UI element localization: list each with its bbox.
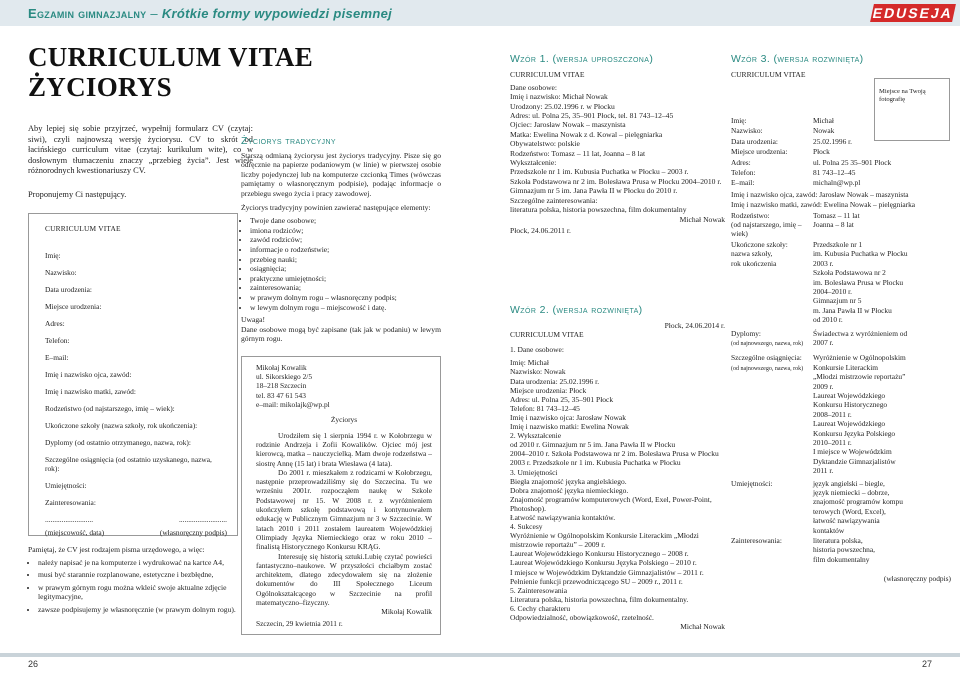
wzor3-key: Miejsce urodzenia: [731,147,788,157]
wzor1-line: Dane osobowe: [510,82,558,92]
zyciorys-item: • w lewym dolnym rogu – miejscowość i datę. [250,303,441,313]
school-val: m. Jana Pawła II w Płocku [813,305,892,315]
form-field: Imię: [45,251,61,260]
form-field: E–mail: [45,353,69,362]
dipl-key-sub: (od najnowszego, nazwa, rok) [731,340,804,347]
wzor2-line: 6. Cechy charakteru [510,603,571,613]
wzor3-key: Adres: [731,157,751,167]
wzor3-val: ul. Polna 25 35–901 Płock [813,157,892,167]
school-val: im. Kubusia Puchatka w Płocku [813,249,908,259]
ach-val: 2010–2011 r. [813,438,852,447]
wzor3-row [731,168,951,177]
proposal-text: Proponujemy Ci następujący. [28,190,127,199]
uwaga-label: Uwaga! [241,315,266,325]
wzor3-school-val [813,240,951,325]
wzor3-ach-key [731,353,813,475]
form-field: Rodzeństwo (od najstarszego, imię – wiek): [45,404,175,413]
form-field: Imię i nazwisko ojca, zawód: [45,370,132,379]
wzor2-line: Odpowiedzialność, obowiązkowość, rzetelność. [510,613,654,622]
wzor1-line: Szkoła Podstawowa nr 2 im. Bolesława Prusa w Płocku 2004–2010 r. [510,176,722,186]
wzor1-line: Szczególne zainteresowania: [510,195,598,205]
form-field: Nazwisko: [45,268,77,277]
skill-val: znajomość programów kompu [813,497,903,507]
int-key: Zainteresowania: [731,536,782,546]
ach-val: 2009 r. [813,381,834,391]
wzor1-line: Przedszkole nr 1 im. Kubusia Puchatka w Płocku – 2003 r. [510,167,689,177]
school-val: od 2010 r. [813,315,843,325]
page-number-left: 26 [28,659,39,669]
wzor1-line: Obywatelstwo: polskie [510,139,580,149]
page-number-right: 27 [921,659,932,669]
wzor3-val: 25.02.1996 r. [813,136,853,146]
wzor1-heading: Wzór 1. (wersja uproszczona) [510,53,654,65]
int-val: historia powszechna, [813,545,875,555]
ach-val: Laureat Wojewódzkiego [813,390,886,400]
wzor3-interests [731,536,951,564]
dots-right: .......................... [178,515,227,524]
wzor2-line: Laureat Wojewódzkiego Konkursu Historycznego – 2008 r. [510,549,689,559]
school-val: Gimnazjum nr 5 [813,296,862,306]
form-field: Ukończone szkoły (nazwa szkoły, rok ukończenia): [45,421,198,430]
wzor2-line: 3. Umiejętności [510,467,558,477]
wzor3-sib-key [731,211,813,239]
ach-key-sub: (od najnowszego, nazwa, rok) [731,365,804,372]
ach-val: I miejsce w Wojewódzkim [813,447,892,457]
wzor1-line: literatura polska, historia powszechna, film dokumentalny [510,205,687,215]
wzor3-val: 81 743–12–45 [813,168,856,178]
wzor3-key: Data urodzenia: [731,136,778,146]
zyciorys-item: • imiona rodziców; [250,226,441,236]
remember-lead: Pamiętaj, że CV jest rodzajem pisma urzędowego, a więc: [28,545,205,554]
wzor3-cv: CURRICULUM VITAE [731,70,806,80]
header-subtitle: Krótkie formy wypowiedzi pisemnej [161,6,393,21]
sib-val-2: Joanna – 8 lat [813,220,854,230]
form-signature-dots [45,515,227,524]
sib-key-label: Rodzeństwo: [731,210,770,220]
sample-date: Szczecin, 29 kwietnia 2011 r. [256,618,343,628]
dipl-key: Dyplomy: [731,328,761,338]
wzor2-line: od 2010 r. Gimnazjum nr 5 im. Jana Pawła II w Płocku [510,440,676,450]
wzor3-dipl-val [813,329,951,350]
sample-p2: Do 2001 r. mieszkałem z rodzicami w Kołobrzegu, następnie przeprowadziliśmy się do Szczecina. Tu we wrześniu 2001r. rozpocząłem naukę w Szkole Podstawowej nr 15. W 2008 r. z wyróżnieniem ukończyłem szkołę podstawową i kontynuowałem edukację w Publicznym Gimnazjum nr 3 w Szczecinie. W latach 2010 i 2011 zostałem laureatem Wojewódzkiej Olimpiady Języka Niemieckiego oraz w roku 2010 – finalistą Historycznego Konkursu KRĄG. [256,467,432,552]
skill-val: terowych (Word, Excel), [813,506,886,516]
wzor3-key: Imię: [731,116,747,125]
skill-key: Umiejętności: [731,478,773,488]
zyciorys-list [241,216,441,312]
sig-place-date: (miejscowość, data) [45,528,105,537]
header-dash: – [150,6,158,21]
wzor2-heading: Wzór 2. (wersja rozwinięta) [510,304,643,316]
wzor2-line: Adres: ul. Polna 25, 35–901 Płock [510,394,614,404]
form-signature-labels [45,528,227,537]
ach-val: 2008–2011 r. [813,409,852,419]
form-field: Data urodzenia: [45,285,92,294]
sample-address: ul. Sikorskiego 2/5 [256,372,313,382]
page-title-zyciorys: ŻYCIORYS [28,72,172,102]
dipl-val: 2007 r. [813,337,834,347]
wzor3-siblings [731,211,951,239]
wzor1-line: Wykształcenie: [510,158,557,168]
zyciorys-item: • zainteresowania; [250,283,441,293]
wzor2-line: 2004–2010 r. Szkoła Podstawowa nr 2 im. Bolesława Prusa w Płocku [510,449,719,459]
remember-item: • w prawym górnym rogu można wkleić swoje aktualne zdjęcie legitymacyjne, [38,583,248,602]
skill-val: język angielski – biegle, [813,478,885,488]
zyciorys-section [241,137,441,635]
zyciorys-item: • Twoje dane osobowe; [250,216,441,226]
form-heading: CURRICULUM VITAE [45,224,121,233]
sample-address: Mikołaj Kowalik [256,362,307,372]
wzor3-signature: (własnoręczny podpis) [883,574,951,584]
intro-text: Aby lepiej się sobie przyjrzeć, wypełnij formularz CV (czytaj: siwi), czyli najnowszą wersję życiorysu. CV to skrót od łacińskiego curriculum vitae (czytaj: kurikulum wite), co w dosłownym tłumaczeniu znaczy „przebieg życia”. Jest wiele różnorodnych kwestionariuszy CV. [28,124,253,175]
sample-zyciorys-box [241,356,441,635]
zyciorys-item: • osiągnięcia; [250,264,441,274]
school-val: 2004–2010 r. [813,286,853,296]
wzor1-line: Matka: Ewelina Nowak z d. Kowal – pielęgniarka [510,129,663,139]
zyciorys-item: • zawód rodziców; [250,235,441,245]
wzor2-line: 2003 r. Przedszkole nr 1 im. Kubusia Puchatka w Płocku [510,458,681,468]
wzor3-val: michaln@wp.pl [813,178,861,188]
sample-sign: Mikołaj Kowalik [381,607,432,617]
wzor3-key: E–mail: [731,178,755,188]
wzor3-father: Imię i nazwisko ojca, zawód: Jarosław Nowak – maszynista [731,189,909,199]
wzor3-mother: Imię i nazwisko matki, zawód: Ewelina Nowak – pielęgniarka [731,200,916,210]
wzor3-diplomas [731,329,951,350]
zyciorys-item: • praktyczne umiejętności; [250,274,441,284]
remember-item: • zawsze podpisujemy je własnoręcznie (w prawym dolnym rogu). [38,605,248,615]
sib-val-1: Tomasz – 11 lat [813,210,860,220]
sample-address: e–mail: mikolajk@wp.pl [256,400,330,410]
ach-val: Wyróżnienie w Ogólnopolskim [813,353,906,363]
ach-val: Laureat Wojewódzkiego [813,419,886,429]
school-key: rok ukończenia [731,258,777,268]
eduseja-logo: EDUSEJA [871,5,955,21]
wzor1-line: Ojciec: Jarosław Nowak – maszynista [510,120,626,130]
wzor2-line: Nazwisko: Nowak [510,367,566,377]
sample-address: 18–218 Szczecin [256,381,307,391]
wzor3-key: Nazwisko: [731,126,763,136]
wzor2-line: Miejsce urodzenia: Płock [510,385,587,395]
wzor2-line: Data urodzenia: 25.02.1996 r. [510,376,600,386]
header-bar [0,0,480,26]
form-field: Szczególne osiągnięcia (od ostatnio uzyskanego, nazwa, rok): [45,455,212,473]
wzor1-section [510,55,725,235]
ach-val: „Młodzi mistrzowie reportażu” [813,372,906,382]
header-section: Egzamin gimnazjalny [28,6,147,21]
sample-address: tel. 83 47 61 543 [256,390,306,400]
skill-val: język niemiecki – dobrze, [813,488,890,498]
wzor3-achievements [731,353,951,475]
wzor3-key: Telefon: [731,168,756,178]
footer-line-right [480,653,960,657]
cv-form-template [28,213,238,536]
zyciorys-p1: Starszą odmianą życiorysu jest życiorys tradycyjny. Pisze się go odręcznie na papierze podaniowym (w linie) w pierwszej osobie liczby pojedynczej lub na komputerze czcionką Times (wówczas pamiętamy o własnoręcznym podpisie), podając informacje o przebiegu swego życia i pracy zawodowej. [241,150,441,198]
wzor3-row [731,147,951,156]
wzor1-line: Rodzeństwo: Tomasz – 11 lat, Joanna – 8 lat [510,148,646,158]
page-title-cv: CURRICULUM VITAE [28,42,314,72]
form-field: Imię i nazwisko matki, zawód: [45,387,136,396]
wzor3-int-val [813,536,951,564]
wzor2-line: 4. Sukcesy [510,522,543,532]
ach-val: Konkursie Literackim [813,362,879,372]
zyciorys-item: • przebieg nauki; [250,255,441,265]
wzor2-date: Płock, 24.06.2014 r. [664,321,725,331]
sample-heading: Życiorys [330,415,358,425]
ach-key: Szczególne osiągnięcia: [731,353,802,363]
wzor1-line: Adres: ul. Polna 25, 35–901 Płock, tel. 81 743–12–45 [510,111,674,121]
wzor3-val: Płock [813,147,830,157]
wzor2-line: Wyróżnienie w Ogólnopolskim Konkursie Literackim „Młodzi mistrzowie reportażu” – 2009 r. [510,531,699,550]
dots-left: .......................... [45,515,94,524]
sample-p1: Urodziłem się 1 sierpnia 1994 r. w Kołobrzegu w rodzinie Andrzeja i Zofii Kowalików. Ojciec mój jest kierowcą, matka – nauczycielką. Mam dwoje rodzeństwa – siostrę Annę (15 lat) i brata Wiesława (4 lata). [256,430,432,468]
wzor2-line: 2. Wykształcenie [510,431,562,441]
skill-val: łatwość nawiązywania [813,516,880,526]
wzor2-section [510,306,725,631]
school-val: im. Bolesława Prusa w Płocku [813,277,904,287]
school-val: Szkoła Podstawowa nr 2 [813,268,886,278]
sig-signature: (własnoręczny podpis) [159,528,227,537]
ach-val: Dyktandzie Gimnazjalistów [813,456,896,466]
ach-val: Konkursu Języka Polskiego [813,428,896,438]
int-val: literatura polska, [813,536,863,546]
school-key: Ukończone szkoły: [731,239,788,249]
form-field: Telefon: [45,336,70,345]
zyciorys-p3: Dane osobowe mogą być zapisane (tak jak w podaniu) w lewym górnym rogu. [241,324,441,344]
wzor1-line: CURRICULUM VITAE [510,70,585,80]
form-field: Adres: [45,319,65,328]
wzor3-heading-block [731,55,876,80]
wzor3-schools [731,240,951,325]
wzor3-ach-val [813,353,951,475]
header-title [28,6,392,21]
wzor2-sign: Michał Nowak [680,622,725,632]
skill-val: kontaktów [813,525,845,535]
zyciorys-heading: Życiorys tradycyjny [241,135,336,147]
form-field: Miejsce urodzenia: [45,302,102,311]
sample-p3: Interesuję się historią sztuki.Lubię czytać powieści fantastyczno–naukowe. W przyszłości chciałbym zostać architektem, dlatego zdecydowałem się na złożenie dokumentów do III Społecznego Liceum Ogólnokształcącego w Szczecinie na profil matematyczno–fizyczny. [256,551,432,607]
zyciorys-item: • informacje o rodzeństwie; [250,245,441,255]
footer-line [0,653,480,657]
wzor2-line: 1. Dane osobowe: [510,345,564,355]
wzor3-row [731,178,951,187]
wzor3-skills [731,479,951,535]
wzor2-line: Telefon: 81 743–12–45 [510,403,580,413]
wzor1-date: Płock, 24.06.2011 r. [510,225,571,235]
remember-item: • musi być starannie rozplanowane, estetyczne i bezbłędne, [38,570,248,580]
wzor2-line: Pełnienie funkcji przewodniczącego SU – 2009 r., 2011 r. [510,576,683,586]
wzor2-line: I miejsce w Wojewódzkim Dyktandzie Gimnazjalistów – 2011 r. [510,567,704,577]
sib-key-sub: (od najstarszego, imię – wiek) [731,220,802,239]
wzor3-row [731,158,951,167]
int-val: film dokumentalny [813,554,870,564]
wzor3-val: Nowak [813,126,835,136]
wzor3-table [731,116,951,584]
form-field: Umiejętności: [45,481,87,490]
wzor1-line: Urodzony: 25.02.1996 r. w Płocku [510,101,615,111]
wzor3-val: Michał [813,116,834,125]
wzor2-line: Znajomość programów komputerowych (Word, Exel, Power-Point, Photoshop). [510,494,712,513]
wzor2-line: Dobra znajomość języka niemieckiego. [510,485,629,495]
wzor3-heading: Wzór 3. (wersja rozwinięta) [731,53,864,65]
remember-item: • należy napisać je na komputerze i wydrukować na kartce A4, [38,558,248,568]
school-val: Przedszkole nr 1 [813,239,863,249]
form-field: Dyplomy (od ostatnio otrzymanego, nazwa, rok): [45,438,191,447]
ach-val: Konkursu Historycznego [813,400,888,410]
header-bar-right [480,0,960,26]
wzor2-line: CURRICULUM VITAE [510,330,584,340]
wzor2-line: Imię i nazwisko matki: Ewelina Nowak [510,422,629,432]
wzor2-line: Imię i nazwisko ojca: Jarosław Nowak [510,412,627,422]
dipl-val: Świadectwa z wyróżnieniem od [813,328,908,338]
wzor3-skill-val [813,479,951,535]
wzor2-line: Laureat Wojewódzkiego Konkursu Języka Polskiego – 2010 r. [510,558,697,568]
school-val: 2003 r. [813,258,834,268]
school-key: nazwa szkoły, [731,249,773,259]
wzor2-line: Biegła znajomość języka angielskiego. [510,476,627,486]
zyciorys-item: • w prawym dolnym rogu – własnoręczny podpis; [250,293,441,303]
wzor1-line: Gimnazjum nr 5 im. Jana Pawła II w Płocku do 2010 r. [510,186,678,196]
wzor3-sib-val [813,211,951,239]
wzor1-line: Imię i nazwisko: Michał Nowak [510,92,608,102]
photo-placeholder: Miejsce na Twoją fotografię [874,78,950,141]
wzor2-line: Łatwość nawiązywania kontaktów. [510,512,616,522]
remember-list [28,558,248,615]
wzor2-line: 5. Zainteresowania [510,585,568,595]
remember-box [28,545,248,617]
wzor1-sign: Michał Nowak [679,214,725,224]
wzor3-dipl-key [731,329,813,350]
wzor3-school-key [731,240,813,325]
zyciorys-p2: Życiorys tradycyjny powinien zawierać następujące elementy: [241,202,431,212]
ach-val: 2011 r. [813,466,834,476]
wzor2-line: Literatura polska, historia powszechna, film dokumentalny. [510,594,689,604]
form-field: Zainteresowania: [45,498,96,507]
wzor2-line: Imię: Michał [510,358,549,368]
